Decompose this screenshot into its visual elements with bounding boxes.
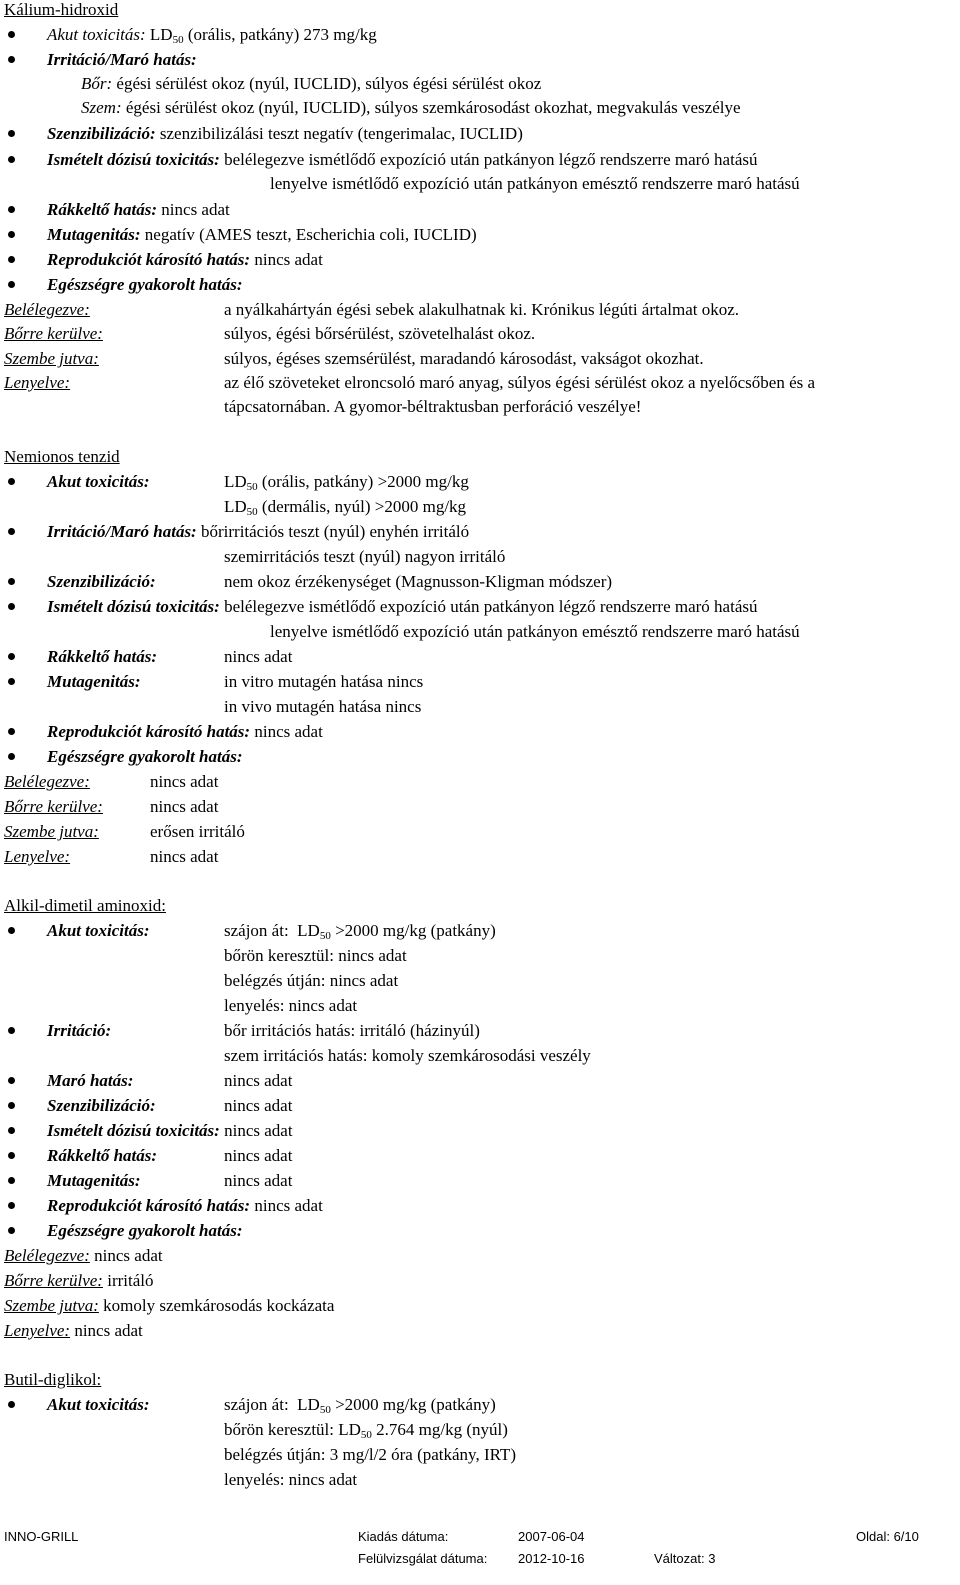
- skin-contact-text: súlyos, égési bőrsérülést, szövetelhalást okoz.: [224, 324, 536, 343]
- bullet-icon: [8, 1177, 15, 1184]
- bullet-icon: [8, 678, 15, 685]
- inhalation-row: Belélegezve: nincs adat: [4, 1246, 163, 1265]
- mutagenicity-text-2: in vivo mutagén hatása nincs: [224, 697, 422, 716]
- irritation-text-2: szem irritációs hatás: komoly szemkárosodási veszély: [224, 1046, 591, 1065]
- irritation-label: Irritáció:: [47, 1021, 112, 1040]
- skin-row: Bőr: égési sérülést okoz (nyúl, IUCLID), súlyos égési sérülést okoz: [81, 74, 542, 93]
- footer-issue-date: 2007-06-04: [518, 1529, 585, 1544]
- inhalation-text: nincs adat: [150, 772, 219, 791]
- mutagenicity-text: in vitro mutagén hatása nincs: [224, 672, 424, 691]
- bullet-icon: [8, 927, 15, 934]
- footer-company: INNO-GRILL: [4, 1529, 79, 1544]
- repeated-dose-row: Ismételt dózisú toxicitás: nincs adat: [47, 1121, 293, 1140]
- bullet-icon: [8, 281, 15, 288]
- acute-toxicity-label: Akut toxicitás:: [47, 472, 150, 491]
- carcinogenicity-label: Rákkeltő hatás:: [47, 1146, 158, 1165]
- inhalation-label: Belélegezve:: [4, 300, 90, 319]
- irritation-row-2: szemirritációs teszt (nyúl) nagyon irritáló: [224, 547, 506, 566]
- bullet-icon: [8, 1152, 15, 1159]
- repeated-dose-row: Ismételt dózisú toxicitás: belélegezve ismétlődő expozíció után patkányon légző rendszerre maró hatású: [47, 150, 758, 169]
- skin-contact-text: nincs adat: [150, 797, 219, 816]
- footer-page-number: Oldal: 6/10: [856, 1529, 919, 1544]
- ingestion-label: Lenyelve:: [4, 373, 71, 392]
- eye-contact-label: Szembe jutva:: [4, 349, 99, 368]
- ingestion-row: Lenyelve: nincs adat: [4, 1321, 143, 1340]
- repeated-dose-row-2: lenyelve ismétlődő expozíció után patkányon emésztő rendszerre maró hatású: [270, 174, 800, 193]
- sensitization-text: nem okoz érzékenységet (Magnusson-Kligman módszer): [224, 572, 613, 591]
- bullet-icon: [8, 1027, 15, 1034]
- reproductive-row: Reprodukciót károsító hatás: nincs adat: [47, 1196, 323, 1215]
- inhalation-label: Belélegezve:: [4, 772, 90, 791]
- sensitization-text: nincs adat: [224, 1096, 293, 1115]
- carcinogenicity-text: nincs adat: [224, 1146, 293, 1165]
- bullet-icon: [8, 31, 15, 38]
- mutagenicity-text: nincs adat: [224, 1171, 293, 1190]
- bullet-icon: [8, 1077, 15, 1084]
- ingestion-text: nincs adat: [150, 847, 219, 866]
- health-effects-label: Egészségre gyakorolt hatás:: [47, 747, 243, 766]
- bullet-icon: [8, 56, 15, 63]
- bullet-icon: [8, 528, 15, 535]
- irritation-label: Irritáció/Maró hatás:: [47, 50, 197, 69]
- acute-toxicity-value-2: bőrön keresztül: nincs adat: [224, 946, 407, 965]
- ingestion-text: az élő szöveteket elroncsoló maró anyag, súlyos égési sérülést okoz a nyelőcsőben és a: [224, 373, 816, 392]
- carcinogenicity-label: Rákkeltő hatás:: [47, 647, 158, 666]
- footer-revision-label: Felülvizsgálat dátuma:: [358, 1551, 488, 1566]
- repeated-dose-row: Ismételt dózisú toxicitás: belélegezve ismétlődő expozíció után patkányon légző rendszerre maró hatású: [47, 597, 758, 616]
- eye-row: Szem: égési sérülést okoz (nyúl, IUCLID), súlyos szemkárosodást okozhat, megvakulás veszélye: [81, 98, 741, 117]
- bullet-icon: [8, 1127, 15, 1134]
- skin-contact-label: Bőrre kerülve:: [4, 324, 103, 343]
- acute-toxicity-value-3: belégzés útján: nincs adat: [224, 971, 399, 990]
- footer-issue-label: Kiadás dátuma:: [358, 1529, 449, 1544]
- health-effects-label: Egészségre gyakorolt hatás:: [47, 275, 243, 294]
- reproductive-row: Reprodukciót károsító hatás: nincs adat: [47, 250, 323, 269]
- bullet-icon: [8, 603, 15, 610]
- repeated-dose-row-2: lenyelve ismétlődő expozíció után patkányon emésztő rendszerre maró hatású: [270, 622, 800, 641]
- bullet-icon: [8, 231, 15, 238]
- carcinogenicity-row: Rákkeltő hatás: nincs adat: [47, 200, 230, 219]
- ingestion-text-2: tápcsatornában. A gyomor-béltraktusban perforáció veszélye!: [224, 397, 642, 416]
- acute-toxicity-value-2: bőrön keresztül: $LD_{50}$ 2.764 mg/kg (nyúl): [224, 1420, 508, 1441]
- acute-toxicity-value: szájon át: $LD_{50} >2000$ mg/kg (patkány): [224, 1395, 496, 1416]
- eye-contact-text: erősen irritáló: [150, 822, 245, 841]
- carcinogenicity-text: nincs adat: [224, 647, 293, 666]
- bullet-icon: [8, 1102, 15, 1109]
- acute-toxicity-label: Akut toxicitás:: [47, 921, 150, 940]
- section-heading: Butil-diglikol:: [4, 1370, 102, 1389]
- corrosion-text: nincs adat: [224, 1071, 293, 1090]
- acute-toxicity-value-4: lenyelés: nincs adat: [224, 1470, 358, 1489]
- bullet-icon: [8, 1401, 15, 1408]
- section-heading: Kálium-hidroxid: [4, 0, 119, 19]
- irritation-text: bőr irritációs hatás: irritáló (házinyúl): [224, 1021, 480, 1040]
- reproductive-row: Reprodukciót károsító hatás: nincs adat: [47, 722, 323, 741]
- bullet-icon: [8, 256, 15, 263]
- skin-contact-row: Bőrre kerülve: irritáló: [4, 1271, 154, 1290]
- acute-toxicity-row: Akut toxicitás: $LD_{50}$ (orális, patkány) 273 mg/kg: [47, 25, 377, 46]
- mutagenicity-label: Mutagenitás:: [47, 672, 141, 691]
- bullet-icon: [8, 206, 15, 213]
- mutagenicity-row: Mutagenitás: negatív (AMES teszt, Escherichia coli, IUCLID): [47, 225, 477, 244]
- section-heading: Alkil-dimetil aminoxid:: [4, 896, 166, 915]
- bullet-icon: [8, 1202, 15, 1209]
- acute-toxicity-value-4: lenyelés: nincs adat: [224, 996, 358, 1015]
- bullet-icon: [8, 1227, 15, 1234]
- eye-contact-label: Szembe jutva:: [4, 822, 99, 841]
- footer-version: Változat: 3: [654, 1551, 716, 1566]
- ingestion-label: Lenyelve:: [4, 847, 71, 866]
- sensitization-row: Szenzibilizáció: szenzibilizálási teszt negatív (tengerimalac, IUCLID): [47, 124, 523, 143]
- acute-toxicity-value: $LD_{50}$ (orális, patkány) >2000 mg/kg: [224, 472, 469, 493]
- skin-contact-label: Bőrre kerülve:: [4, 797, 103, 816]
- bullet-icon: [8, 753, 15, 760]
- bullet-icon: [8, 478, 15, 485]
- bullet-icon: [8, 728, 15, 735]
- footer-revision-date: 2012-10-16: [518, 1551, 585, 1566]
- bullet-icon: [8, 156, 15, 163]
- acute-toxicity-value-2: $LD_{50}$ (dermális, nyúl) >2000 mg/kg: [224, 497, 467, 518]
- bullet-icon: [8, 578, 15, 585]
- eye-contact-text: súlyos, égéses szemsérülést, maradandó károsodást, vakságot okozhat.: [224, 349, 704, 368]
- bullet-icon: [8, 653, 15, 660]
- mutagenicity-label: Mutagenitás:: [47, 1171, 141, 1190]
- irritation-row: Irritáció/Maró hatás: bőrirritációs teszt (nyúl) enyhén irritáló: [47, 522, 470, 541]
- section-heading: Nemionos tenzid: [4, 447, 120, 466]
- acute-toxicity-value: szájon át: $LD_{50} >2000$ mg/kg (patkány): [224, 921, 496, 942]
- inhalation-text: a nyálkahártyán égési sebek alakulhatnak ki. Krónikus légúti ártalmat okoz.: [224, 300, 740, 319]
- bullet-icon: [8, 130, 15, 137]
- sensitization-label: Szenzibilizáció:: [47, 572, 156, 591]
- sensitization-label: Szenzibilizáció:: [47, 1096, 156, 1115]
- corrosion-label: Maró hatás:: [47, 1071, 134, 1090]
- health-effects-label: Egészségre gyakorolt hatás:: [47, 1221, 243, 1240]
- acute-toxicity-value-3: belégzés útján: 3 mg/l/2 óra (patkány, IRT): [224, 1445, 516, 1464]
- eye-contact-row: Szembe jutva: komoly szemkárosodás kockázata: [4, 1296, 335, 1315]
- acute-toxicity-label: Akut toxicitás:: [47, 1395, 150, 1414]
